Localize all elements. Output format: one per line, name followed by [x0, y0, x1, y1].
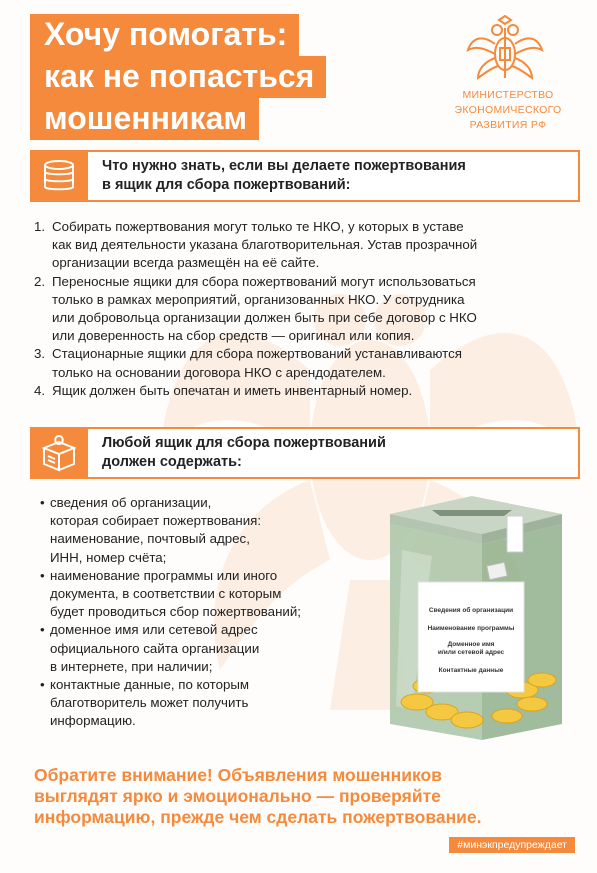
item-line: сведения об организации, [50, 495, 212, 510]
hashtag-badge: #минэкпредупреждает [449, 837, 575, 853]
list-item [34, 382, 564, 400]
ministry-line-2: ЭКОНОМИЧЕСКОГО [454, 104, 562, 116]
section-donations-header [30, 150, 580, 202]
item-line: или добровольца организации должен быть при себе договор с НКО [52, 310, 477, 326]
box-requirements-list [40, 494, 370, 731]
item-line: документа, в соответствии с которым [50, 586, 282, 602]
ministry-line-3: РАЗВИТИЯ РФ [469, 119, 547, 131]
list-item [34, 218, 564, 273]
item-number: 2. [34, 273, 46, 289]
list-item [34, 273, 564, 346]
ministry-name [444, 88, 572, 133]
item-number: 1. [34, 219, 46, 234]
box-label-address: и/или сетевой адрес [437, 649, 505, 656]
attention-line-1: Обратите внимание! Объявления мошенников [34, 765, 442, 785]
title-line-3: мошенникам [30, 98, 259, 140]
list-item [34, 345, 564, 381]
item-line: или доверенность на сбор средств — оригинал или копия. [52, 328, 415, 344]
item-line: которая собирает пожертвования: [50, 513, 262, 529]
item-line: информацию. [50, 713, 136, 729]
bullet: • [40, 495, 45, 510]
section-donations-title [88, 150, 580, 202]
title-line-2: как не попасться [30, 56, 326, 98]
section-box-title-line-2: должен содержать: [102, 454, 242, 470]
list-item [40, 621, 370, 676]
list-item [40, 676, 370, 731]
item-line: будет проводиться сбор пожертвований; [50, 604, 301, 620]
item-line: доменное имя или сетевой адрес [50, 622, 258, 638]
bullet: • [40, 677, 45, 693]
item-line: Ящик должен быть опечатан и иметь инвентарный номер. [52, 382, 413, 398]
section-donations-title-line-2: в ящик для сбора пожертвований: [102, 177, 351, 193]
ministry-line-1: МИНИСТЕРСТВО [462, 89, 554, 101]
item-line: наименование, почтовый адрес, [50, 531, 250, 547]
item-line: Переносные ящики для сбора пожертвований могут использоваться [52, 273, 476, 289]
item-number: 4. [34, 382, 46, 398]
item-line: только в рамках мероприятий, организованных НКО. У сотрудника [52, 291, 465, 307]
donation-box-illustration [372, 490, 572, 750]
section-donations-title-line-1: Что нужно знать, если вы делаете пожертвования [102, 158, 466, 174]
poster-title [30, 14, 326, 140]
double-headed-eagle-emblem [464, 14, 546, 86]
attention-note [34, 765, 574, 828]
bullet: • [40, 567, 45, 583]
item-line: благотворитель может получить [50, 695, 249, 711]
item-line: Собирать пожертвования могут только те НКО, у которых в уставе [52, 219, 464, 234]
list-item [40, 494, 370, 567]
attention-line-2: выглядят ярко и эмоционально — проверяйте [34, 786, 441, 806]
item-line: официального сайта организации [50, 640, 260, 656]
item-line: как вид деятельности указана благотворительная. Устав прозрачной [52, 237, 478, 253]
item-line: организации всегда размещён на её сайте. [52, 255, 320, 271]
item-line: Стационарные ящики для сбора пожертвований устанавливаются [52, 346, 462, 362]
section-box-header [30, 427, 580, 479]
donation-box-graphic [372, 490, 572, 750]
section-box-title-line-1: Любой ящик для сбора пожертвований [102, 435, 386, 451]
donation-rules-list [34, 218, 564, 400]
item-line: контактные данные, по которым [50, 677, 250, 693]
item-line: ИНН, номер счёта; [50, 549, 167, 565]
box-label-domain: Доменное имя [447, 641, 495, 648]
item-line: наименование программы или иного [50, 567, 278, 583]
title-line-1: Хочу помогать: [30, 14, 299, 56]
attention-line-3: информацию, прежде чем сделать пожертвование. [34, 807, 482, 827]
box-label-contacts: Контактные данные [438, 667, 504, 674]
list-item [40, 567, 370, 622]
coins-icon [30, 150, 88, 202]
donation-box-icon [30, 427, 88, 479]
item-line: только на основании договора НКО с арендодателем. [52, 364, 386, 380]
item-number: 3. [34, 346, 46, 362]
item-line: в интернете, при наличии; [50, 658, 213, 674]
bullet: • [40, 622, 45, 638]
section-box-title [88, 427, 580, 479]
box-label-program: Наименование программы [427, 625, 515, 632]
box-label-organization: Сведения об организации [428, 607, 514, 614]
